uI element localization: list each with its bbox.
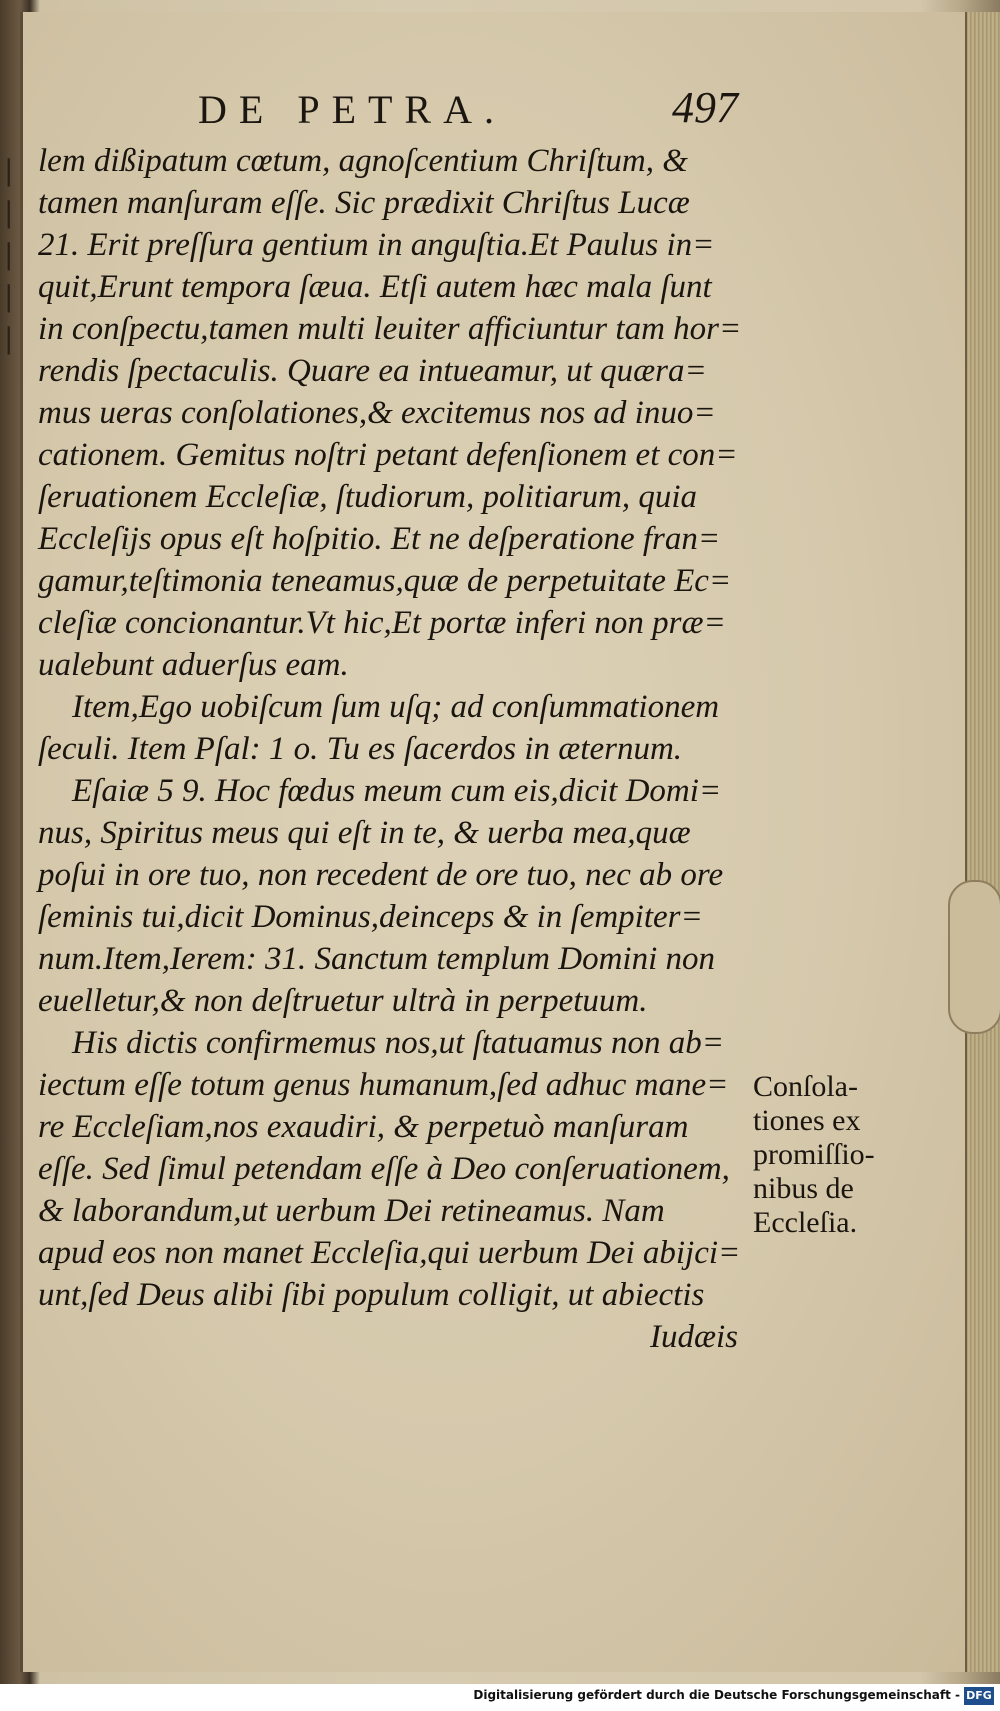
text-line: in conſpectu,tamen multi leuiter afficiuntur tam hor=: [38, 311, 742, 347]
running-header: [198, 83, 738, 134]
text-line: rendis ſpectaculis. Quare ea intueamur, ut quæra=: [38, 353, 707, 389]
catchword: Iudæis: [649, 1319, 738, 1355]
text-line: nus, Spiritus meus qui eſt in te, & uerba mea,quæ: [38, 815, 691, 851]
margin-note-line: Conſola-: [753, 1070, 858, 1103]
binding-margin-marks: | | | | |: [4, 154, 14, 355]
page-fore-edge: [965, 12, 1000, 1672]
text-line: cleſiæ concionantur.Vt hic,Et portæ inferi non præ=: [38, 605, 726, 641]
funding-credit: Digitalisierung gefördert durch die Deutsche Forschungsgemeinschaft -: [473, 1688, 960, 1702]
text-line: tamen manſuram eſſe. Sic prædixit Chriſtus Lucæ: [38, 185, 690, 221]
marginal-note: [753, 1070, 913, 1240]
page-tab-marker: [948, 880, 1000, 1034]
margin-note-line: promiſſio-: [753, 1138, 875, 1171]
text-line: gamur,teſtimonia teneamus,quæ de perpetuitate Ec=: [38, 563, 732, 599]
text-line: & laborandum,ut uerbum Dei retineamus. Nam: [38, 1193, 665, 1229]
text-line: ualebunt aduerſus eam.: [38, 647, 349, 683]
dfg-logo: DFG: [964, 1687, 994, 1705]
main-text-block: [38, 140, 742, 1358]
text-line: re Eccleſiam,nos exaudiri, & perpetuò manſuram: [38, 1109, 689, 1145]
page-number: 497: [672, 83, 738, 132]
text-line: poſui in ore tuo, non recedent de ore tuo, nec ab ore: [38, 857, 724, 893]
text-line: Eſaiæ 5 9. Hoc fœdus meum cum eis,dicit Domi=: [72, 773, 722, 809]
text-line: ſeculi. Item Pſal: 1 o. Tu es ſacerdos in æternum.: [38, 731, 683, 767]
text-line: iectum eſſe totum genus humanum,ſed adhuc mane=: [38, 1067, 729, 1103]
text-line: unt,ſed Deus alibi ſibi populum colligit, ut abiectis: [38, 1277, 705, 1313]
text-line: lem dißipatum cœtum, agnoſcentium Chriſtum, &: [38, 143, 688, 179]
text-line: num.Item,Ierem: 31. Sanctum templum Domini non: [38, 941, 715, 977]
text-line: eſſe. Sed ſimul petendam eſſe à Deo conſeruationem,: [38, 1151, 730, 1187]
text-line: apud eos non manet Eccleſia,qui uerbum Dei abijci=: [38, 1235, 741, 1271]
text-line: 21. Erit preſſura gentium in anguſtia.Et Paulus in=: [38, 227, 715, 263]
digitization-footer: [0, 1684, 1000, 1711]
margin-note-line: Eccleſia.: [753, 1206, 858, 1239]
text-line: mus ueras conſolationes,& excitemus nos ad inuo=: [38, 395, 716, 431]
text-line: ſeruationem Eccleſiæ, ſtudiorum, politiarum, quia: [38, 479, 698, 515]
text-line: Item,Ego uobiſcum ſum uſq; ad conſummationem: [72, 689, 720, 725]
running-title: DE PETRA.: [198, 87, 506, 132]
text-line: ſeminis tui,dicit Dominus,deinceps & in ſempiter=: [38, 899, 703, 935]
margin-note-line: tiones ex: [753, 1104, 861, 1137]
margin-note-line: nibus de: [753, 1172, 854, 1205]
text-line: His dictis confirmemus nos,ut ſtatuamus non ab=: [72, 1025, 725, 1061]
text-line: quit,Erunt tempora ſæua. Etſi autem hæc mala ſunt: [38, 269, 712, 305]
text-line: cationem. Gemitus noſtri petant defenſionem et con=: [38, 437, 738, 473]
text-line: euelletur,& non deſtruetur ultrà in perpetuum.: [38, 983, 648, 1019]
text-line: Eccleſijs opus eſt hoſpitio. Et ne deſperatione fran=: [38, 521, 721, 557]
